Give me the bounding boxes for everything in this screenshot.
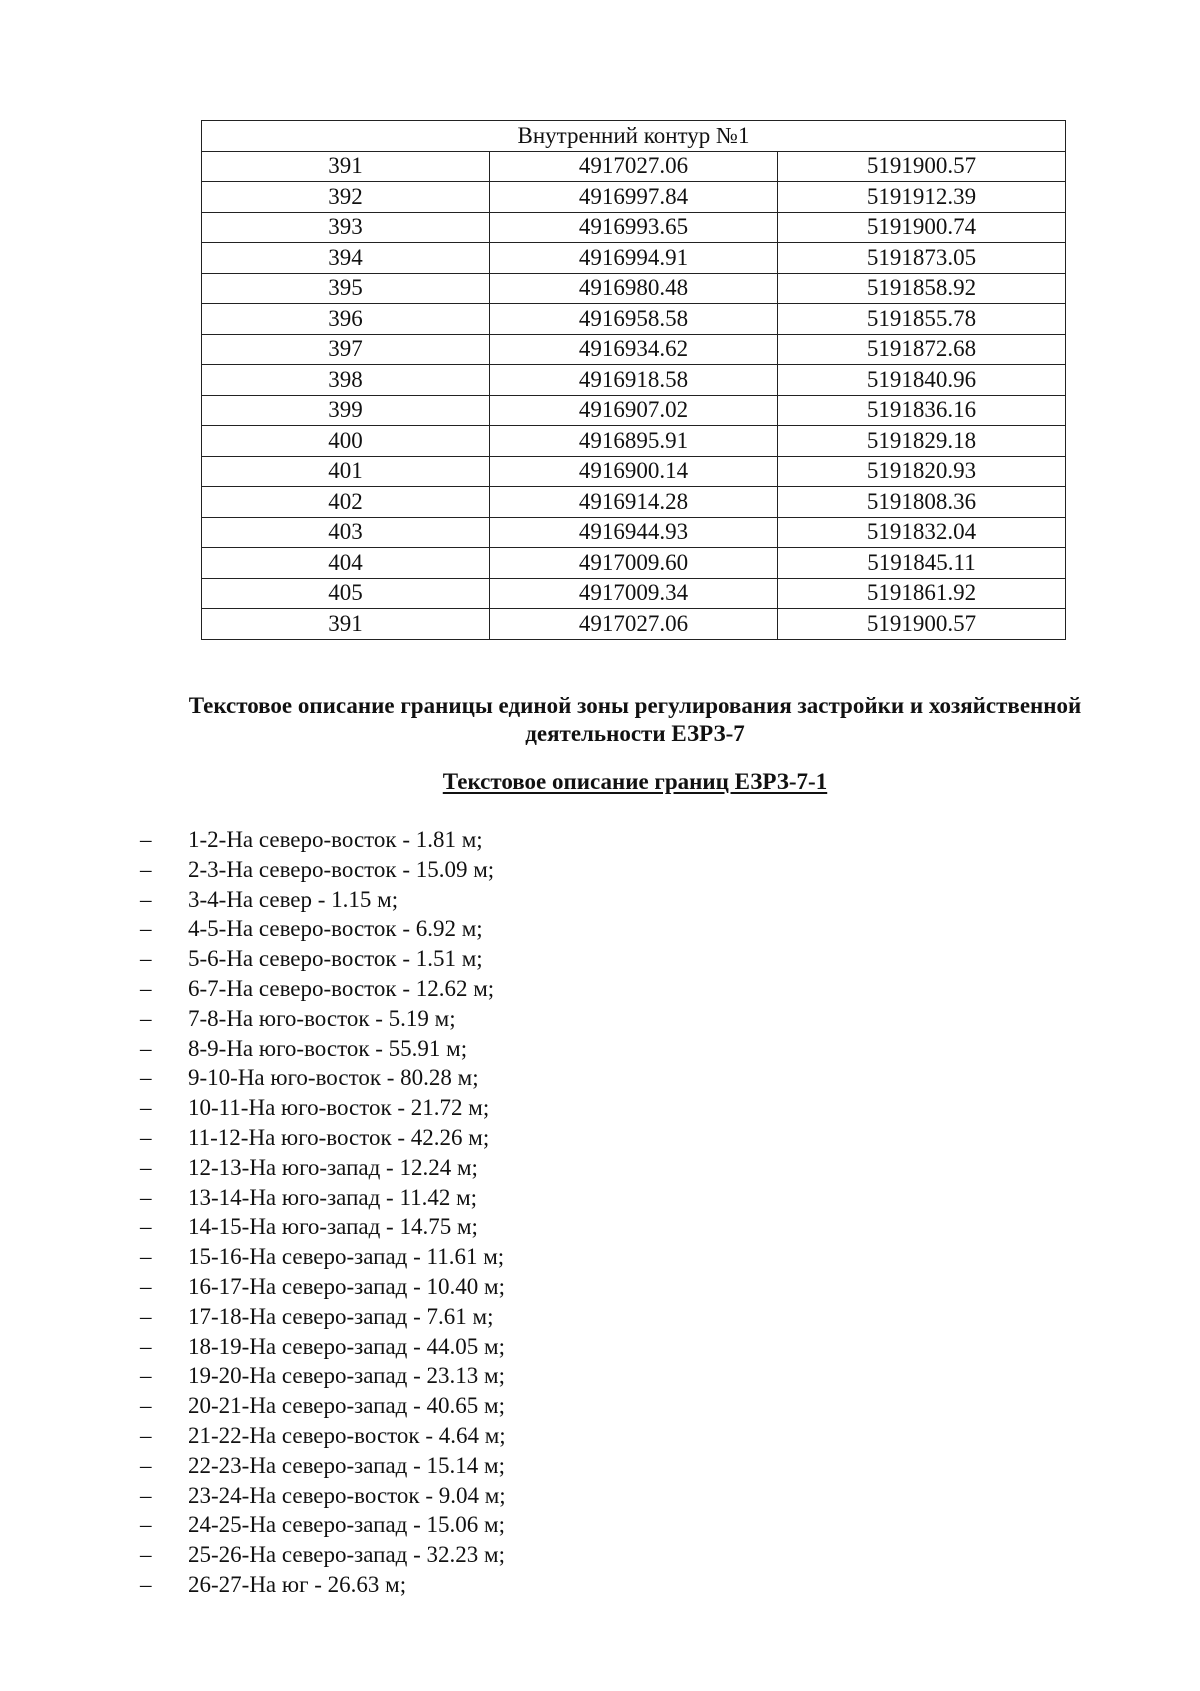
x-coordinate-cell: 4916907.02: [490, 395, 778, 426]
table-row: [202, 334, 1066, 365]
table-caption: Внутренний контур №1: [202, 121, 1066, 152]
segment-text: 4-5-На северо-восток - 6.92 м;: [188, 916, 483, 942]
segment-text: 21-22-На северо-восток - 4.64 м;: [188, 1422, 506, 1448]
y-coordinate-cell: 5191836.16: [778, 395, 1066, 426]
table-row: [202, 273, 1066, 304]
x-coordinate-cell: 4917027.06: [490, 609, 778, 640]
list-item: [140, 1570, 506, 1600]
list-item: [140, 914, 506, 944]
list-item: [140, 855, 506, 885]
list-item: [140, 1481, 506, 1511]
bullet-dash: –: [140, 1482, 152, 1508]
table-row: [202, 609, 1066, 640]
segment-text: 9-10-На юго-восток - 80.28 м;: [188, 1065, 479, 1091]
table-row: [202, 578, 1066, 609]
bullet-dash: –: [140, 1065, 152, 1091]
y-coordinate-cell: 5191912.39: [778, 182, 1066, 213]
bullet-dash: –: [140, 946, 152, 972]
segment-text: 12-13-На юго-запад - 12.24 м;: [188, 1154, 478, 1180]
segment-text: 26-27-На юг - 26.63 м;: [188, 1571, 407, 1597]
table-row: [202, 487, 1066, 518]
x-coordinate-cell: 4916900.14: [490, 456, 778, 487]
table-caption-row: [202, 121, 1066, 152]
list-item: [140, 1510, 506, 1540]
bullet-dash: –: [140, 1005, 152, 1031]
bullet-dash: –: [140, 1184, 152, 1210]
y-coordinate-cell: 5191900.57: [778, 151, 1066, 182]
x-coordinate-cell: 4916980.48: [490, 273, 778, 304]
x-coordinate-cell: 4916994.91: [490, 243, 778, 274]
section-heading-line-1: Текстовое описание границы единой зоны регулирования застройки и хозяйственной: [188, 693, 1082, 718]
bullet-dash: –: [140, 1452, 152, 1478]
bullet-dash: –: [140, 1393, 152, 1419]
bullet-dash: –: [140, 1363, 152, 1389]
table-row: [202, 304, 1066, 335]
y-coordinate-cell: 5191900.57: [778, 609, 1066, 640]
bullet-dash: –: [140, 975, 152, 1001]
list-item: [140, 1153, 506, 1183]
boundary-segment-list: [140, 825, 506, 1600]
coordinates-table-body: [202, 121, 1066, 640]
point-number-cell: 396: [202, 304, 490, 335]
coordinates-table: [201, 120, 1066, 640]
segment-text: 19-20-На северо-запад - 23.13 м;: [188, 1363, 505, 1389]
list-item: [140, 1123, 506, 1153]
table-row: [202, 151, 1066, 182]
segment-text: 18-19-На северо-запад - 44.05 м;: [188, 1333, 505, 1359]
table-row: [202, 548, 1066, 579]
point-number-cell: 404: [202, 548, 490, 579]
list-item: [140, 1063, 506, 1093]
segment-text: 10-11-На юго-восток - 21.72 м;: [188, 1095, 490, 1121]
y-coordinate-cell: 5191861.92: [778, 578, 1066, 609]
x-coordinate-cell: 4916997.84: [490, 182, 778, 213]
segment-text: 24-25-На северо-запад - 15.06 м;: [188, 1512, 505, 1538]
x-coordinate-cell: 4916895.91: [490, 426, 778, 457]
y-coordinate-cell: 5191845.11: [778, 548, 1066, 579]
list-item: [140, 1391, 506, 1421]
list-item: [140, 1004, 506, 1034]
x-coordinate-cell: 4917027.06: [490, 151, 778, 182]
x-coordinate-cell: 4916918.58: [490, 365, 778, 396]
list-item: [140, 1332, 506, 1362]
x-coordinate-cell: 4916944.93: [490, 517, 778, 548]
table-row: [202, 212, 1066, 243]
segment-text: 16-17-На северо-запад - 10.40 м;: [188, 1273, 505, 1299]
x-coordinate-cell: 4917009.60: [490, 548, 778, 579]
bullet-dash: –: [140, 1035, 152, 1061]
bullet-dash: –: [140, 1214, 152, 1240]
y-coordinate-cell: 5191872.68: [778, 334, 1066, 365]
y-coordinate-cell: 5191840.96: [778, 365, 1066, 396]
segment-text: 22-23-На северо-запад - 15.14 м;: [188, 1452, 505, 1478]
x-coordinate-cell: 4916934.62: [490, 334, 778, 365]
table-row: [202, 517, 1066, 548]
section-heading-line-2: деятельности ЕЗРЗ-7: [525, 721, 745, 746]
segment-text: 23-24-На северо-восток - 9.04 м;: [188, 1482, 506, 1508]
y-coordinate-cell: 5191820.93: [778, 456, 1066, 487]
list-item: [140, 1034, 506, 1064]
y-coordinate-cell: 5191808.36: [778, 487, 1066, 518]
list-item: [140, 1361, 506, 1391]
bullet-dash: –: [140, 916, 152, 942]
list-item: [140, 1302, 506, 1332]
point-number-cell: 399: [202, 395, 490, 426]
table-row: [202, 456, 1066, 487]
list-item: [140, 1451, 506, 1481]
segment-text: 20-21-На северо-запад - 40.65 м;: [188, 1393, 505, 1419]
segment-text: 2-3-На северо-восток - 15.09 м;: [188, 856, 495, 882]
segment-text: 13-14-На юго-запад - 11.42 м;: [188, 1184, 478, 1210]
table-row: [202, 365, 1066, 396]
segment-text: 17-18-На северо-запад - 7.61 м;: [188, 1303, 494, 1329]
bullet-dash: –: [140, 886, 152, 912]
point-number-cell: 394: [202, 243, 490, 274]
segment-text: 3-4-На север - 1.15 м;: [188, 886, 399, 912]
segment-text: 14-15-На юго-запад - 14.75 м;: [188, 1214, 478, 1240]
list-item: [140, 1242, 506, 1272]
table-row: [202, 243, 1066, 274]
x-coordinate-cell: 4916914.28: [490, 487, 778, 518]
bullet-dash: –: [140, 1512, 152, 1538]
table-row: [202, 395, 1066, 426]
segment-text: 25-26-На северо-запад - 32.23 м;: [188, 1542, 505, 1568]
x-coordinate-cell: 4916993.65: [490, 212, 778, 243]
list-item: [140, 1183, 506, 1213]
bullet-dash: –: [140, 1124, 152, 1150]
point-number-cell: 401: [202, 456, 490, 487]
section-heading: [120, 692, 1150, 748]
bullet-dash: –: [140, 1422, 152, 1448]
bullet-dash: –: [140, 1244, 152, 1270]
list-item: [140, 1212, 506, 1242]
list-item: [140, 885, 506, 915]
bullet-dash: –: [140, 827, 152, 852]
point-number-cell: 391: [202, 151, 490, 182]
bullet-dash: –: [140, 1154, 152, 1180]
bullet-dash: –: [140, 1273, 152, 1299]
bullet-dash: –: [140, 1303, 152, 1329]
segment-text: 6-7-На северо-восток - 12.62 м;: [188, 975, 495, 1001]
list-item: [140, 974, 506, 1004]
list-item: [140, 1421, 506, 1451]
x-coordinate-cell: 4917009.34: [490, 578, 778, 609]
segment-text: 7-8-На юго-восток - 5.19 м;: [188, 1005, 456, 1031]
bullet-dash: –: [140, 1095, 152, 1121]
y-coordinate-cell: 5191900.74: [778, 212, 1066, 243]
point-number-cell: 397: [202, 334, 490, 365]
point-number-cell: 398: [202, 365, 490, 396]
section-subheading: Текстовое описание границ ЕЗРЗ-7-1: [442, 769, 828, 794]
point-number-cell: 402: [202, 487, 490, 518]
x-coordinate-cell: 4916958.58: [490, 304, 778, 335]
point-number-cell: 392: [202, 182, 490, 213]
bullet-dash: –: [140, 1542, 152, 1568]
point-number-cell: 391: [202, 609, 490, 640]
list-item: [140, 1093, 506, 1123]
bullet-dash: –: [140, 1571, 152, 1597]
segment-text: 1-2-На северо-восток - 1.81 м;: [188, 827, 483, 852]
point-number-cell: 400: [202, 426, 490, 457]
list-item: [140, 1272, 506, 1302]
bullet-dash: –: [140, 1333, 152, 1359]
list-item: [140, 1540, 506, 1570]
segment-text: 11-12-На юго-восток - 42.26 м;: [188, 1124, 490, 1150]
segment-text: 8-9-На юго-восток - 55.91 м;: [188, 1035, 468, 1061]
list-item: [140, 825, 506, 855]
segment-text: 5-6-На северо-восток - 1.51 м;: [188, 946, 483, 972]
y-coordinate-cell: 5191873.05: [778, 243, 1066, 274]
point-number-cell: 393: [202, 212, 490, 243]
y-coordinate-cell: 5191829.18: [778, 426, 1066, 457]
y-coordinate-cell: 5191855.78: [778, 304, 1066, 335]
y-coordinate-cell: 5191832.04: [778, 517, 1066, 548]
bullet-dash: –: [140, 856, 152, 882]
list-item: [140, 944, 506, 974]
segment-text: 15-16-На северо-запад - 11.61 м;: [188, 1244, 505, 1270]
point-number-cell: 403: [202, 517, 490, 548]
table-row: [202, 426, 1066, 457]
table-row: [202, 182, 1066, 213]
point-number-cell: 395: [202, 273, 490, 304]
y-coordinate-cell: 5191858.92: [778, 273, 1066, 304]
point-number-cell: 405: [202, 578, 490, 609]
